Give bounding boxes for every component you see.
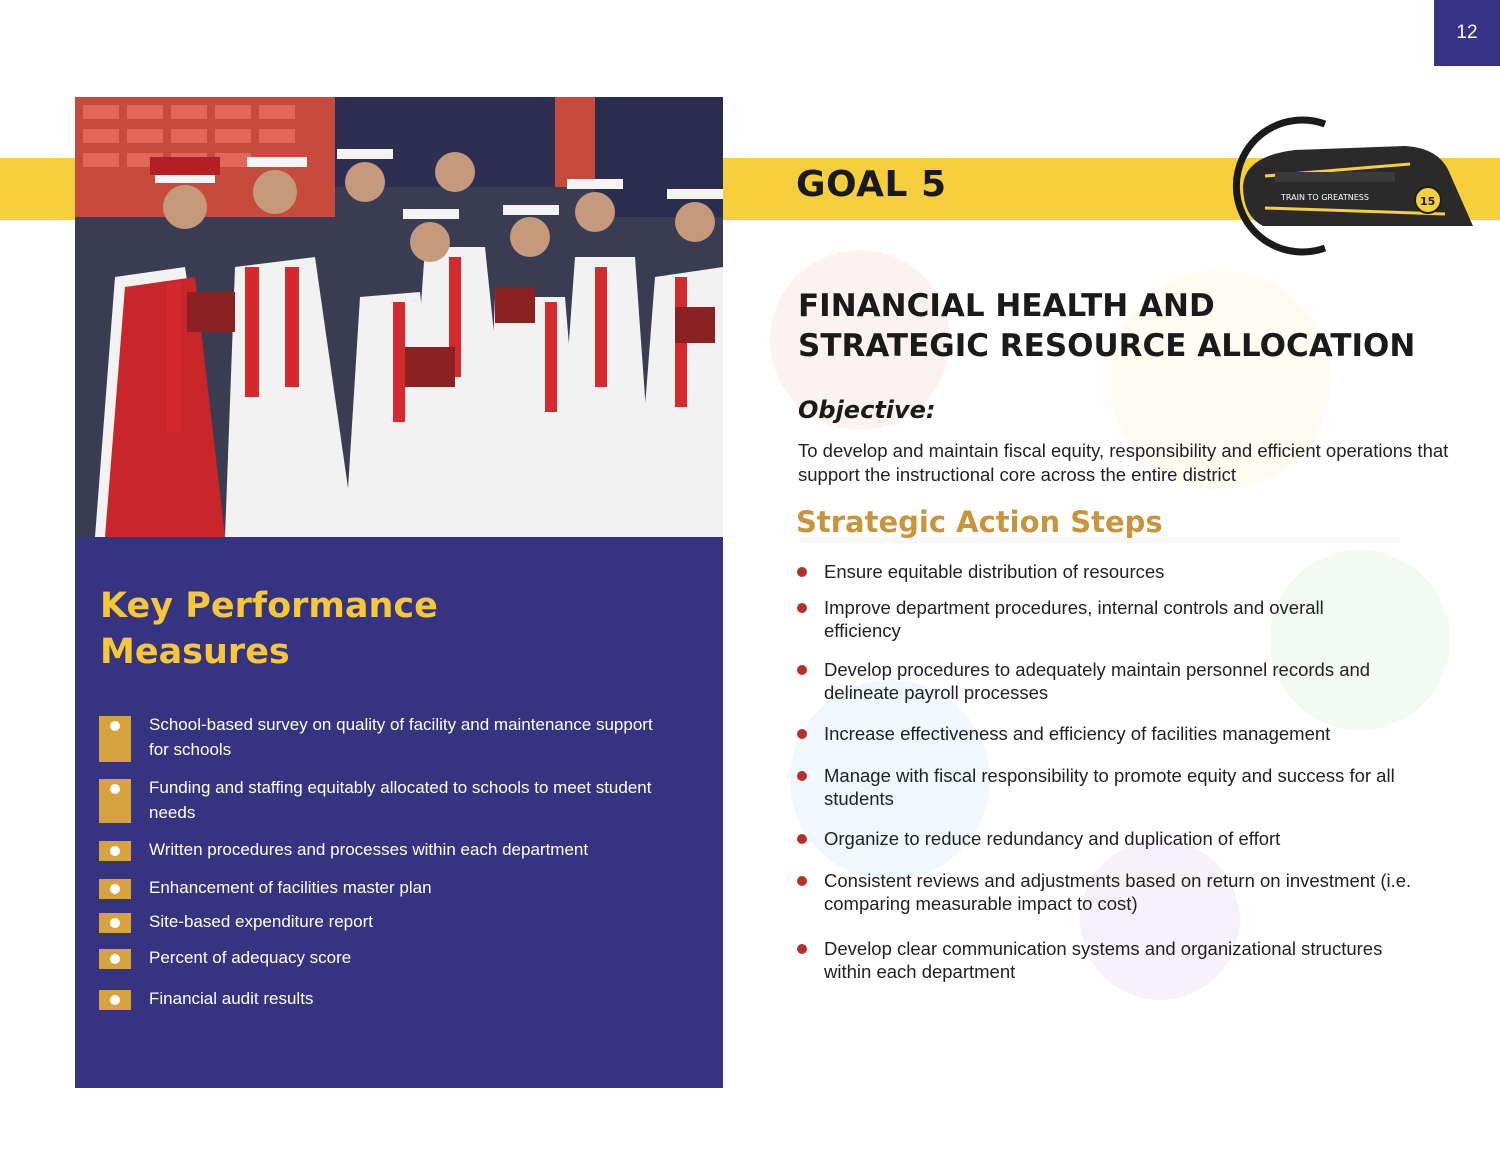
graduation-photo (75, 97, 723, 537)
key-performance-measures-panel (75, 537, 723, 1088)
bullet-icon (797, 834, 807, 844)
bullet-icon (797, 944, 807, 954)
kpi-item-text: Site-based expenditure report (149, 912, 373, 931)
action-step-text: Consistent reviews and adjustments based on return on investment (i.e. comparing measurable impact to cost) (824, 870, 1412, 914)
action-step-text: Develop procedures to adequately maintain personnel records and delineate payroll processes (824, 659, 1371, 703)
kpi-marker-icon (99, 990, 131, 1010)
kpi-marker-icon (99, 913, 131, 933)
kpi-item-text: School-based survey on quality of facility and maintenance support for schools (149, 715, 653, 759)
action-step-text: Manage with fiscal responsibility to promote equity and success for all students (824, 765, 1395, 809)
bullet-icon (797, 567, 807, 577)
train-logo-icon (1205, 116, 1485, 256)
kpi-marker-icon (99, 841, 131, 861)
kpi-item-text: Financial audit results (149, 989, 314, 1008)
bullet-icon (797, 876, 807, 886)
kpi-marker-icon (99, 716, 131, 762)
page-number-text: 12 (1456, 22, 1478, 43)
action-step-text: Increase effectiveness and efficiency of facilities management (824, 723, 1331, 744)
objective-text: To develop and maintain fiscal equity, responsibility and efficient operations that support the instructional core across the entire district (798, 440, 1449, 485)
headline-line2: STRATEGIC RESOURCE ALLOCATION (798, 328, 1416, 364)
kpi-title-line1: Key Performance (100, 586, 438, 626)
kpi-title-line2: Measures (100, 632, 290, 672)
bullet-icon (797, 771, 807, 781)
logo-emblem-text: 15 (1420, 195, 1436, 208)
bullet-icon (797, 665, 807, 675)
kpi-marker-icon (99, 879, 131, 899)
strategic-action-steps-heading: Strategic Action Steps (796, 505, 1163, 539)
page-number (1434, 0, 1500, 66)
action-step-text: Improve department procedures, internal controls and overall efficiency (824, 597, 1324, 641)
kpi-item-text: Written procedures and processes within each department (149, 840, 589, 859)
kpi-marker-icon (99, 779, 131, 823)
logo-text: TRAIN TO GREATNESS (1281, 193, 1369, 202)
action-step-text: Develop clear communication systems and organizational structures within each department (824, 938, 1383, 982)
kpi-item-text: Enhancement of facilities master plan (149, 878, 432, 897)
kpi-item-text: Funding and staffing equitably allocated to schools to meet student needs (149, 778, 652, 822)
bullet-icon (797, 729, 807, 739)
action-step-text: Ensure equitable distribution of resources (824, 561, 1165, 582)
kpi-list (75, 537, 723, 1088)
bullet-icon (797, 603, 807, 613)
action-step-text: Organize to reduce redundancy and duplication of effort (824, 828, 1281, 849)
kpi-marker-icon (99, 949, 131, 969)
headline-line1: FINANCIAL HEALTH AND (798, 288, 1215, 324)
goal-headline (798, 286, 1415, 366)
objective-heading: Objective: (798, 396, 936, 424)
kpi-item-text: Percent of adequacy score (149, 948, 352, 967)
train-to-greatness-logo (1205, 116, 1485, 256)
goal-title: GOAL 5 (796, 164, 947, 205)
